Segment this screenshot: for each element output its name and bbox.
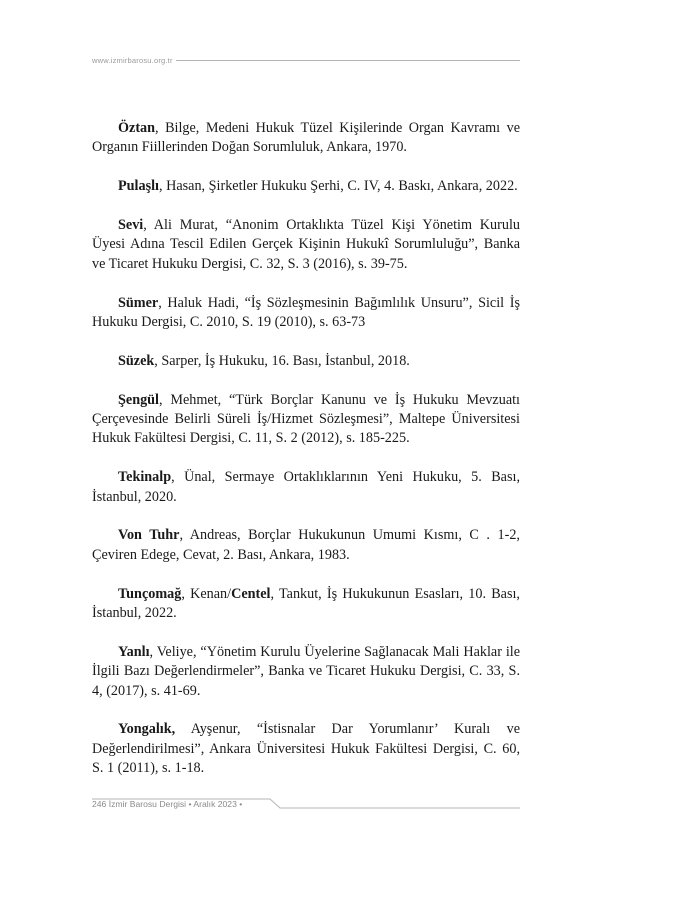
reference-entry xyxy=(92,177,520,196)
reference-text: , Bilge, Medeni Hukuk Tüzel Kişilerinde Organ Kavramı ve Organın Fiillerinden Doğan Sorumluluk, Ankara, 1970. xyxy=(92,120,520,156)
reference-text: , Andreas, Borçlar Hukukunun Umumi Kısmı, C . 1-2, Çeviren Edege, Cevat, 2. Bası, Ankara, 1983. xyxy=(92,527,520,563)
reference-text: , Hasan, Şirketler Hukuku Şerhi, C. IV, 4. Baskı, Ankara, 2022. xyxy=(159,178,518,195)
reference-author: Von Tuhr xyxy=(118,527,180,544)
reference-entry xyxy=(92,526,520,565)
reference-author: Öztan xyxy=(118,120,156,136)
reference-author: Tekinalp xyxy=(118,469,172,486)
reference-entry xyxy=(92,643,520,701)
bibliography-list xyxy=(92,119,520,798)
reference-coauthor: Centel xyxy=(231,585,271,602)
reference-text: , Sarper, İş Hukuku, 16. Bası, İstanbul, 2018. xyxy=(154,352,410,369)
reference-entry xyxy=(92,468,520,507)
reference-author: Sümer xyxy=(118,294,159,311)
reference-entry xyxy=(92,294,520,333)
reference-text: , Kenan/ xyxy=(181,585,232,602)
page-header xyxy=(92,53,520,67)
reference-text: , Tankut, İş Hukukunun Esasları, 10. Bası, İstanbul, 2022. xyxy=(92,585,520,622)
reference-entry xyxy=(92,352,520,371)
reference-text: , Haluk Hadi, “İş Sözleşmesinin Bağımlılık Unsuru”, Sicil İş Hukuku Dergisi, C. 2010, S. 19 (2010), s. 63-73 xyxy=(92,294,520,331)
reference-author: Pulaşlı xyxy=(118,178,159,195)
page-footer xyxy=(92,798,520,812)
reference-author: Süzek xyxy=(118,352,155,369)
footer-text: 246 İzmir Barosu Dergisi • Aralık 2023 • xyxy=(92,799,243,809)
reference-text: Ayşenur, “İstisnalar Dar Yorumlanır’ Kuralı ve Değerlendirilmesi”, Ankara Üniversitesi Hukuk Fakültesi Dergisi, C. 60, S. 1 (2011), s. 1-18. xyxy=(92,721,520,777)
reference-author: Şengül xyxy=(118,391,160,408)
reference-author: Yongalık, xyxy=(118,721,176,738)
reference-text: , Veliye, “Yönetim Kurulu Üyelerine Sağlanacak Mali Haklar ile İlgili Bazı Değerlendirmeler”, Banka ve Ticaret Hukuku Dergisi, C. 33, S. 4, (2017), s. 41-69. xyxy=(92,643,520,699)
reference-entry xyxy=(92,119,520,158)
reference-text: , Ali Murat, “Anonim Ortaklıkta Tüzel Kişi Yönetim Kurulu Üyesi Adına Tescil Edilen Gerçek Kişinin Hukukî Sorumluluğu”, Banka ve Ticaret Hukuku Dergisi, C. 32, S. 3 (2016), s. 39-75. xyxy=(92,217,520,272)
reference-entry xyxy=(92,720,520,778)
reference-entry xyxy=(92,391,520,449)
header-rule xyxy=(176,60,520,61)
reference-text: , Mehmet, “Türk Borçlar Kanunu ve İş Hukuku Mevzuatı Çerçevesinde Belirli Süreli İş/Hizmet Sözleşmesi”, Maltepe Üniversitesi Hukuk Fakültesi Dergisi, C. 11, S. 2 (2012), s. 185-225. xyxy=(92,391,520,447)
reference-text: , Ünal, Sermaye Ortaklıklarının Yeni Hukuku, 5. Bası, İstanbul, 2020. xyxy=(92,469,520,505)
reference-entry xyxy=(92,216,520,274)
reference-author: Sevi xyxy=(118,217,144,233)
reference-entry xyxy=(92,585,520,624)
reference-author: Tunçomağ xyxy=(118,585,182,602)
header-url: www.izmirbarosu.org.tr xyxy=(92,55,173,65)
reference-author: Yanlı xyxy=(118,643,150,660)
